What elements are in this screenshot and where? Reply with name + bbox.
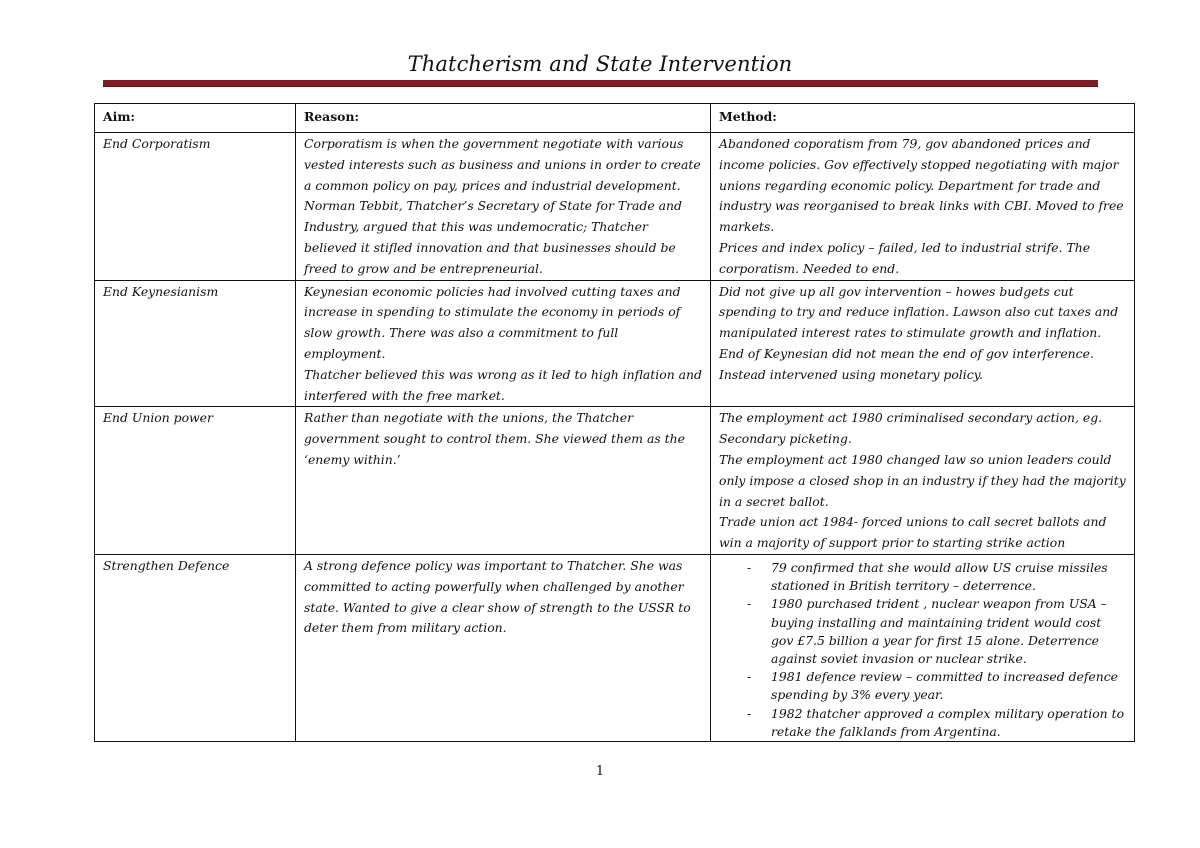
- method-paragraph: Abandoned coporatism from 79, gov abandoned prices and income policies. Gov effectively stopped negotiating with major unions regarding economic policy. Department for trade and industry was reorganised to break links with CBI. Moved to free markets.: [719, 136, 1124, 235]
- method-bullet-list: [719, 559, 1126, 741]
- reason-cell: [296, 280, 711, 407]
- method-paragraph: Prices and index policy – failed, led to industrial strife. The corporatism. Needed to end.: [719, 239, 1091, 276]
- page-number: 1: [595, 764, 605, 779]
- aim-cell: End Keynesianism: [95, 280, 296, 407]
- list-item: [719, 559, 1126, 595]
- aim-cell: End Union power: [95, 407, 296, 555]
- title-underline: [103, 80, 1098, 87]
- table-row: [95, 133, 1135, 281]
- reason-paragraph: Rather than negotiate with the unions, the Thatcher government sought to control them. She viewed them as the ‘enemy within.’: [304, 410, 685, 467]
- bullet-dash: -: [747, 705, 752, 721]
- bullet-text: 1981 defence review – committed to increased defence spending by 3% every year.: [771, 669, 1118, 703]
- method-paragraph: Trade union act 1984- forced unions to call secret ballots and win a majority of support prior to starting strike action: [719, 514, 1107, 551]
- header-method: Method:: [711, 104, 1135, 133]
- header-reason: Reason:: [296, 104, 711, 133]
- table-header-row: [95, 104, 1135, 133]
- method-paragraph: The employment act 1980 criminalised secondary action, eg. Secondary picketing.: [719, 410, 1103, 447]
- method-cell: [711, 133, 1135, 281]
- intervention-table: [94, 103, 1135, 742]
- header-aim: Aim:: [95, 104, 296, 133]
- method-cell: [711, 407, 1135, 555]
- table-row: [95, 554, 1135, 741]
- document-title: Thatcherism and State Intervention: [407, 52, 793, 76]
- aim-cell: End Corporatism: [95, 133, 296, 281]
- list-item: [719, 705, 1126, 741]
- bullet-text: 1982 thatcher approved a complex military operation to retake the falklands from Argentina.: [771, 705, 1125, 739]
- method-cell: [711, 280, 1135, 407]
- list-item: [719, 595, 1126, 668]
- aim-cell: Strengthen Defence: [95, 554, 296, 741]
- bullet-dash: -: [747, 669, 752, 685]
- method-cell: [711, 554, 1135, 741]
- reason-paragraph: Corporatism is when the government negotiate with various vested interests such as business and unions in order to create a common policy on pay, prices and industrial development.: [304, 136, 701, 193]
- reason-cell: [296, 407, 711, 555]
- method-paragraph: End of Keynesian did not mean the end of gov interference. Instead intervened using monetary policy.: [719, 345, 1094, 382]
- bullet-text: 79 confirmed that she would allow US cruise missiles stationed in British territory – deterrence.: [771, 559, 1108, 594]
- bullet-dash: -: [747, 559, 752, 575]
- method-paragraph: Did not give up all gov intervention – howes budgets cut spending to try and reduce inflation. Lawson also cut taxes and manipulated interest rates to stimulate growth and inflation.: [719, 283, 1119, 341]
- list-item: [719, 668, 1126, 704]
- reason-paragraph: A strong defence policy was important to Thatcher. She was committed to acting powerfully when challenged by another state. Wanted to give a clear show of strength to the USSR to deter them from military action.: [304, 557, 691, 636]
- reason-cell: [296, 133, 711, 281]
- reason-cell: [296, 554, 711, 741]
- bullet-text: 1980 purchased trident , nuclear weapon from USA – buying installing and maintaining trident would cost gov £7.5 billion a year for first 15 alone. Deterrence against soviet invasion or nuclear strike.: [771, 596, 1107, 666]
- bullet-dash: -: [747, 596, 752, 612]
- reason-paragraph: Keynesian economic policies had involved cutting taxes and increase in spending to stimulate the economy in periods of slow growth. There was also a commitment to full employment.: [304, 283, 681, 361]
- table-row: [95, 407, 1135, 555]
- reason-paragraph: Thatcher believed this was wrong as it led to high inflation and interfered with the free market.: [304, 366, 702, 403]
- reason-paragraph: Norman Tebbit, Thatcher’s Secretary of State for Trade and Industry, argued that this was undemocratic; Thatcher believed it stifled innovation and that businesses should be freed to grow and be entrepreneurial.: [304, 198, 682, 276]
- table-row: [95, 280, 1135, 407]
- method-paragraph: The employment act 1980 changed law so union leaders could only impose a closed shop in an industry if they had the majority in a secret ballot.: [719, 451, 1126, 509]
